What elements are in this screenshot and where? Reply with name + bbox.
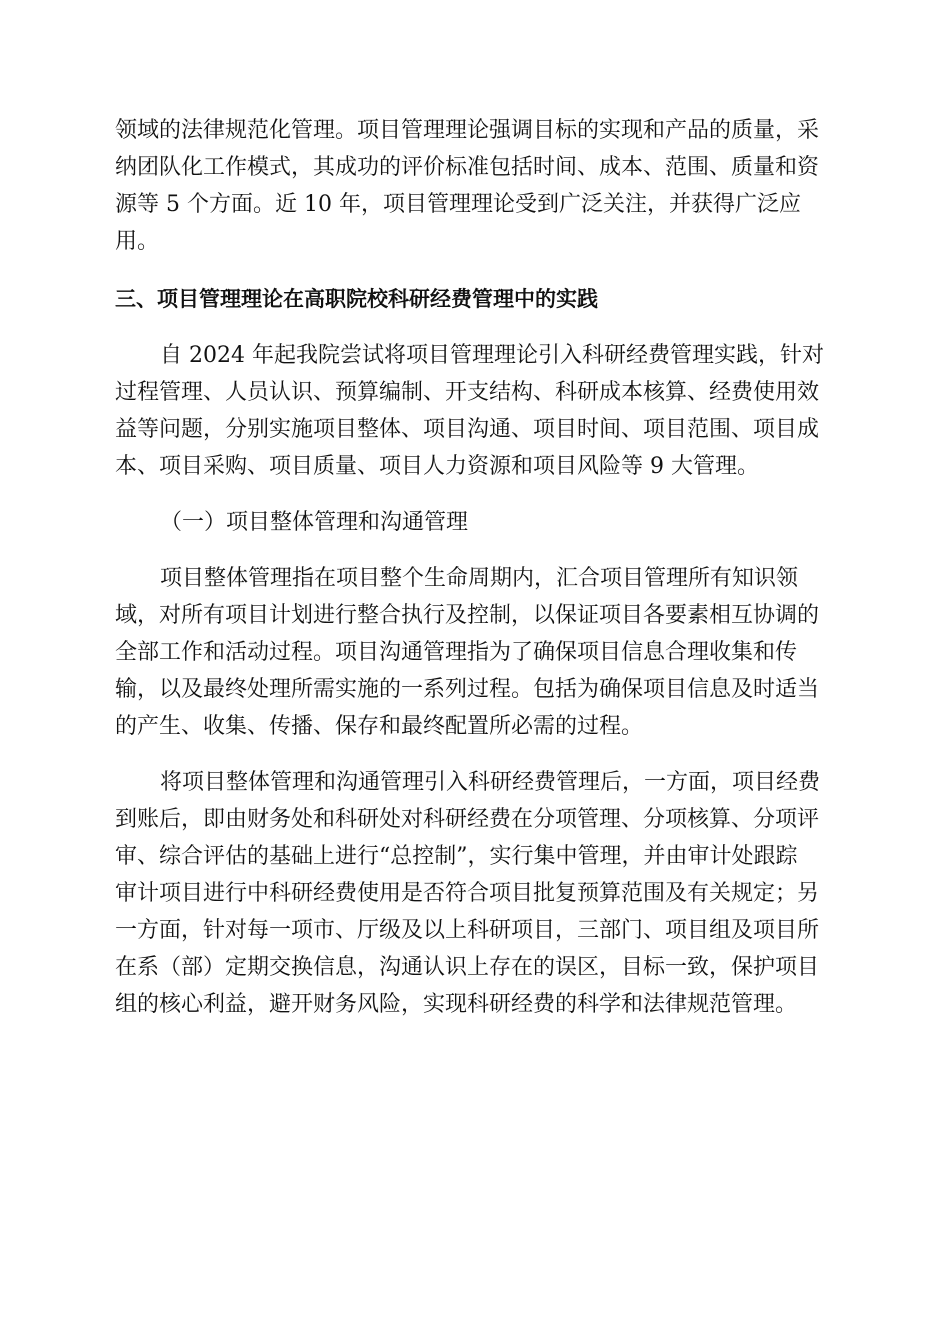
- paragraph-line: 输，以及最终处理所需实施的一系列过程。包括为确保项目信息及时适当: [115, 677, 820, 702]
- paragraph-line: 本、项目采购、项目质量、项目人力资源和项目风险等 9 大管理。: [115, 454, 759, 479]
- paragraph-line: 过程管理、人员认识、预算编制、开支结构、科研成本核算、经费使用效: [115, 380, 820, 405]
- paragraph-line: 组的核心利益，避开财务风险，实现科研经费的科学和法律规范管理。: [115, 992, 798, 1017]
- paragraph-line: 全部工作和活动过程。项目沟通管理指为了确保项目信息合理收集和传: [115, 640, 798, 665]
- paragraph-line: 纳团队化工作模式，其成功的评价标准包括时间、成本、范围、质量和资: [115, 155, 820, 180]
- paragraph-line: 域，对所有项目计划进行整合执行及控制，以保证项目各要素相互协调的: [115, 603, 820, 628]
- paragraph-line: 领域的法律规范化管理。项目管理理论强调目标的实现和产品的质量，采: [115, 118, 820, 143]
- paragraph-line: 项目整体管理指在项目整个生命周期内，汇合项目管理所有知识领: [160, 566, 799, 591]
- paragraph-line: 益等问题，分别实施项目整体、项目沟通、项目时间、项目范围、项目成: [115, 417, 820, 442]
- paragraph-line: 源等 5 个方面。近 10 年，项目管理理论受到广泛关注，并获得广泛应: [115, 192, 801, 217]
- paragraph-line: 一方面，针对每一项市、厅级及以上科研项目，三部门、项目组及项目所: [115, 918, 820, 943]
- paragraph-line: 审、综合评估的基础上进行“总控制”，实行集中管理，并由审计处跟踪: [115, 844, 798, 869]
- section-heading: 三、项目管理理论在高职院校科研经费管理中的实践: [115, 287, 598, 311]
- paragraph-line: 到账后，即由财务处和科研处对科研经费在分项管理、分项核算、分项评: [115, 807, 820, 832]
- paragraph-line: 用。: [115, 229, 160, 254]
- paragraph-line: 审计项目进行中科研经费使用是否符合项目批复预算范围及有关规定；另: [115, 881, 820, 906]
- paragraph-line: 自 2024 年起我院尝试将项目管理理论引入科研经费管理实践，针对: [160, 343, 824, 368]
- subsection-heading: （一）项目整体管理和沟通管理: [160, 510, 469, 535]
- paragraph-line: 在系（部）定期交换信息，沟通认识上存在的误区，目标一致，保护项目: [115, 955, 820, 980]
- paragraph-line: 的产生、收集、传播、保存和最终配置所必需的过程。: [115, 714, 644, 739]
- paragraph-line: 将项目整体管理和沟通管理引入科研经费管理后，一方面，项目经费: [160, 770, 821, 795]
